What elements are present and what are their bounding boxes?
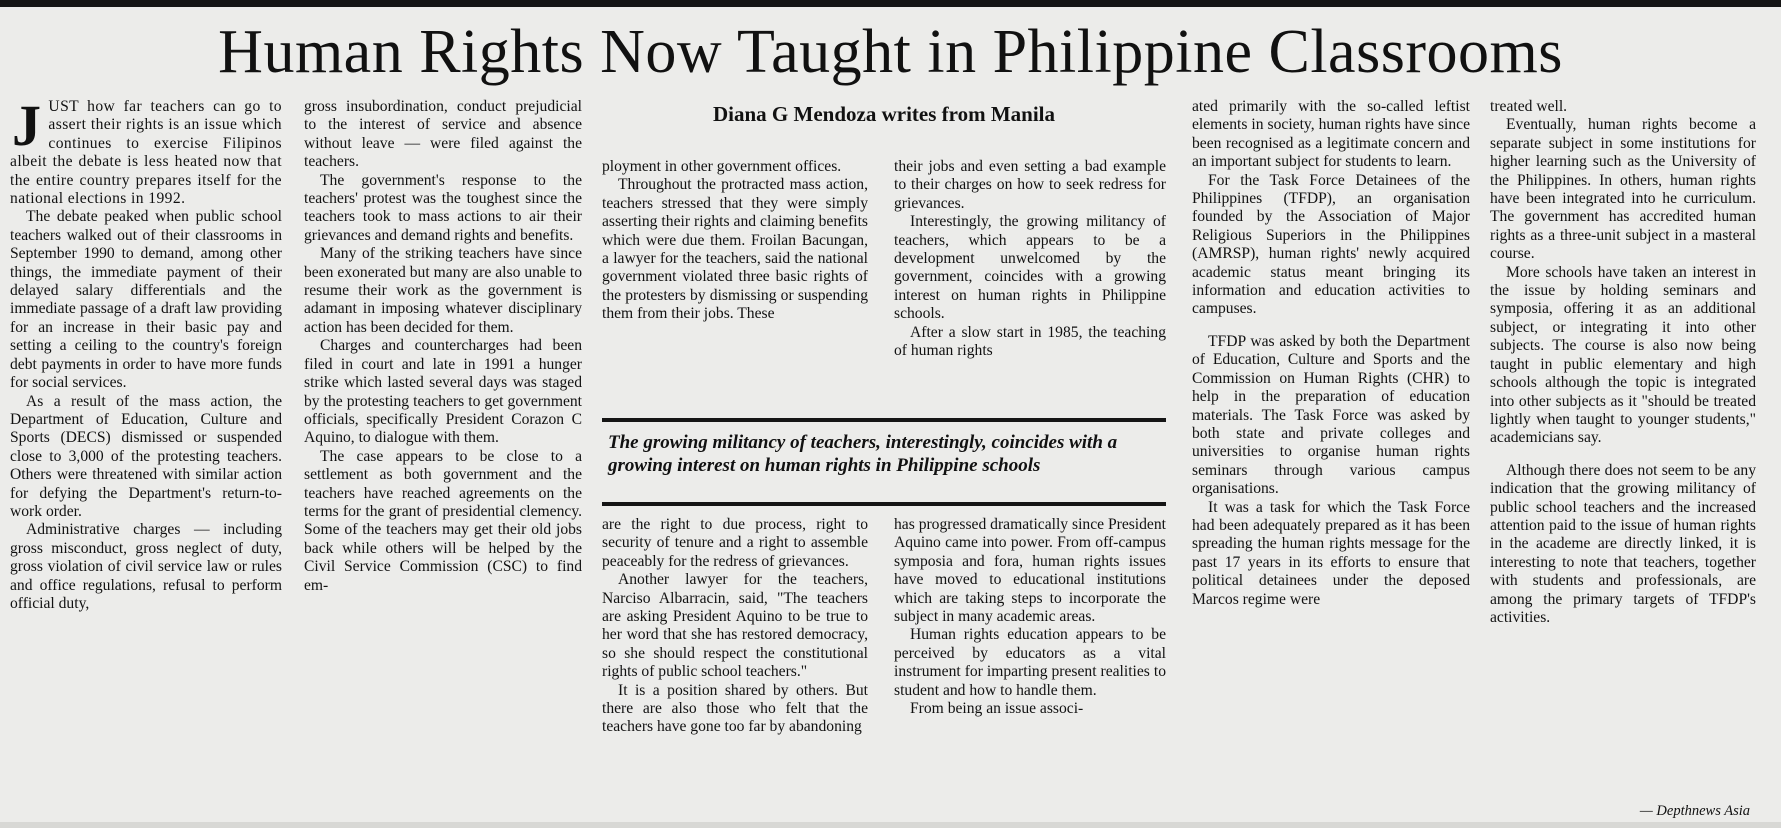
column-1 <box>10 98 282 820</box>
column-3-top <box>602 158 868 408</box>
paragraph: their jobs and even setting a bad example to their charges on how to seek redress for grievances. <box>894 158 1166 212</box>
column-6 <box>1490 98 1756 800</box>
paragraph: The government's response to the teachers' protest was the toughest since the teachers took to mass actions to air their grievances and demand rights and benefits. <box>304 171 582 244</box>
paragraph: The case appears to be close to a settlement as both government and the teachers have reached agreements on the terms for the grant of presidential clemency. Some of the teachers may get their old jobs back while others will be helped by the Civil Service Commission (CSC) to find em- <box>304 447 582 594</box>
column-2 <box>304 98 582 820</box>
paragraph: Although there does not seem to be any indication that the growing militancy of public school teachers and the increased attention paid to the issue of human rights in the academe are directly linked, it is interesting to note that teachers, together with students and professionals, are among the primary targets of TFDP's activities. <box>1490 461 1756 626</box>
paragraph: gross insubordination, conduct prejudicial to the interest of service and absence without leave — were filed against the teachers. <box>304 98 582 171</box>
paragraph: From being an issue associ- <box>910 700 1084 718</box>
top-rule <box>0 0 1781 7</box>
paragraph: ated primarily with the so-called leftist elements in society, human rights have since been recognised as a legitimate concern and an important subject for students to learn. <box>1192 98 1470 171</box>
headline: Human Rights Now Taught in Philippine Classrooms <box>218 18 1563 86</box>
paragraph: Interestingly, the growing militancy of teachers, which appears to be a development unwelcomed by the government, coincides with a growing interest on human rights in Philippine schools. <box>894 213 1166 323</box>
paragraph: TFDP was asked by both the Department of Education, Culture and Sports and the Commission on Human Rights (CHR) to help in the preparation of education materials. The Task Force was asked by both state and private colleges and universities to organise human rights seminars through various campus organisations. <box>1192 332 1470 498</box>
paragraph: It is a position shared by others. But there are also those who felt that the teachers have gone too far by abandoning <box>602 681 868 736</box>
paragraph: has progressed dramatically since President Aquino came into power. From off-campus symposia and fora, human rights issues have moved to educational institutions which are taking steps to incorporate the subject in many academic areas. <box>894 516 1166 626</box>
paragraph: The debate peaked when public school teachers walked out of their classrooms in September 1990 to demand, among other things, the immediate payment of their delayed salary differentials and the immediate passage of a draft law providing for an increase in their basic pay and setting a ceiling to the country's foreign debt payments in order to have more funds for social services. <box>10 208 282 392</box>
paragraph: As a result of the mass action, the Department of Education, Culture and Sports (DECS) dismissed or suspended close to 3,000 of the protesting teachers. Others were threatened with similar action for defying the Department's return-to-work order. <box>10 392 282 520</box>
paragraph: For the Task Force Detainees of the Philippines (TFDP), an organisation founded by the Association of Major Religious Superiors in the Philippines (AMRSP), human rights' newly acquired academic status meant bringing its information and education activities to campuses. <box>1192 171 1470 318</box>
paragraph: It was a task for which the Task Force had been adequately prepared as it has been spreading the human rights message for the past 17 years in its efforts to ensure that political detainees under the deposed Marcos regime were <box>1192 498 1470 608</box>
lead-text: UST how far teachers can go to assert their rights is an issue which continues to exercise Filipinos albeit the debate is less heated now that the entire country prepares itself for the national elections in 1992. <box>10 98 282 208</box>
column-4-bottom <box>894 516 1166 822</box>
column-4-top <box>894 158 1166 408</box>
paragraph: Administrative charges — including gross misconduct, gross neglect of duty, gross violation of civil service law or rules and office regulations, refusal to perform official duty, <box>10 521 282 612</box>
paragraph: After a slow start in 1985, the teaching of human rights <box>894 323 1166 360</box>
source-credit: — Depthnews Asia <box>1639 803 1750 819</box>
paragraph: Many of the striking teachers have since been exonerated but many are also unable to resume their work as the government is adamant in imposing whatever disciplinary action has been decided for them. <box>304 245 582 336</box>
paragraph: Charges and countercharges had been filed in court and late in 1991 a hunger strike which lasted several days was staged by the protesting teachers to get government officials, specifically President Corazon C Aquino, to dialogue with them. <box>304 337 582 447</box>
paragraph: treated well. <box>1490 98 1568 115</box>
column-3-bottom <box>602 516 868 822</box>
paragraph: More schools have taken an interest in the issue by holding seminars and symposia, offering it as an additional subject, or integrating it into other subjects. The course is also now being taught in public elementary and high schools although the topic is integrated into other subjects as it "should be treated lightly when taught to younger students," academicians say. <box>1490 263 1756 447</box>
paragraph: Throughout the protracted mass action, teachers stressed that they were simply asserting their rights and claiming benefits which were due them. Froilan Bacungan, a lawyer for the teachers, said the national government violated three basic rights of the protesters by dismissing or suspending them from their jobs. These <box>602 176 868 323</box>
column-5 <box>1192 98 1470 820</box>
paragraph: Human rights education appears to be perceived by educators as a vital instrument for imparting present realities to student and how to handle them. <box>894 626 1166 699</box>
drop-cap: J <box>12 98 42 158</box>
byline: Diana G Mendoza writes from Manila <box>713 102 1055 126</box>
paragraph: are the right to due process, right to security of tenure and a right to assemble peaceably for the redress of grievances. <box>602 516 868 570</box>
paragraph: Eventually, human rights become a separate subject in some institutions for higher learning such as the University of the Philippines. In others, human rights have been integrated into he curriculum. The government has accredited human rights as a three-unit subject in a masteral course. <box>1490 116 1756 263</box>
bottom-edge <box>0 822 1781 828</box>
paragraph: Another lawyer for the teachers, Narciso Albarracin, said, "The teachers are asking President Aquino to be true to her word that she has restored democracy, so she should respect the constitutional rights of public school teachers." <box>602 571 868 681</box>
pull-quote: The growing militancy of teachers, interestingly, coincides with a growing interest on human rights in Philippine schools <box>602 418 1166 506</box>
article-lead-paragraph <box>10 98 282 208</box>
paragraph: ployment in other government offices. <box>602 158 842 175</box>
